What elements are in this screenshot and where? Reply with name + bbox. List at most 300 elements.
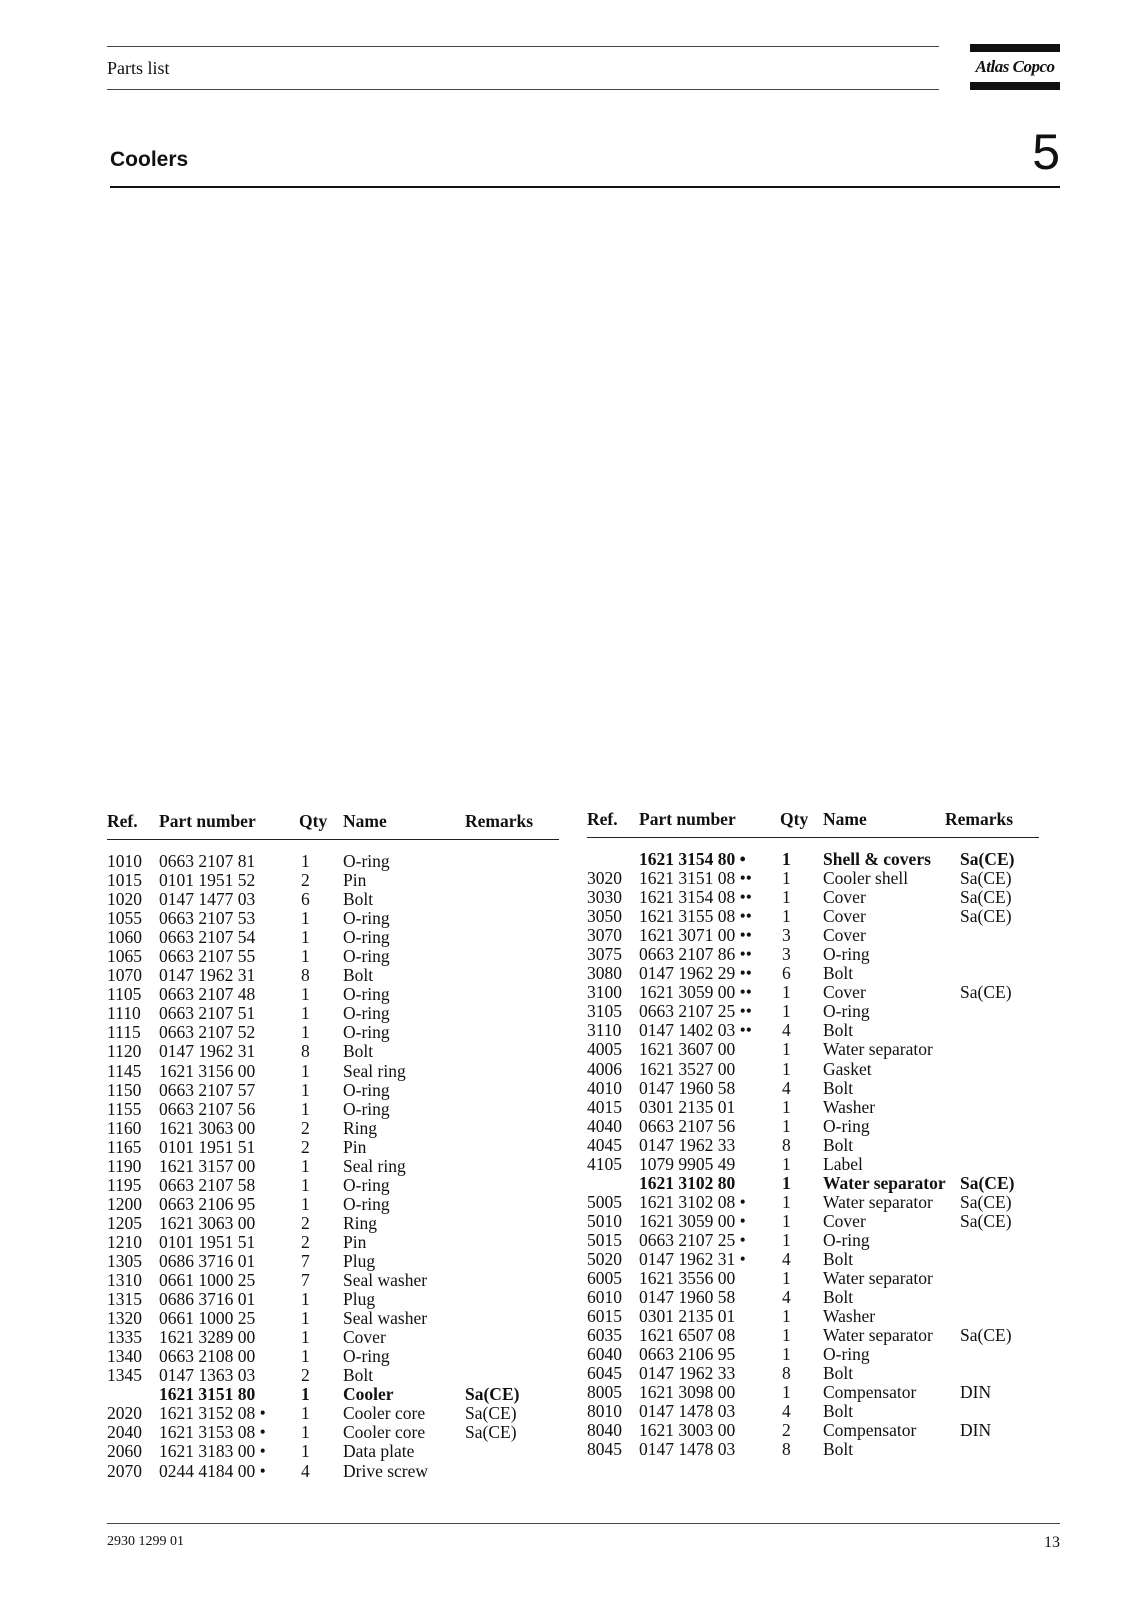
- cell-part-number: 0663 2107 51: [159, 1003, 256, 1024]
- cell-qty: 1: [301, 1003, 310, 1024]
- cell-part-number: 1621 3151 80: [159, 1384, 256, 1405]
- cell-qty: 1: [782, 1115, 791, 1136]
- cell-ref: 8045: [587, 1439, 622, 1460]
- cell-name: Cover: [823, 982, 866, 1003]
- cell-name: Bolt: [823, 1077, 854, 1098]
- cell-name: Seal washer: [343, 1270, 428, 1291]
- table-row: [587, 1440, 1039, 1459]
- cell-part-number: 1621 3607 00: [639, 1039, 736, 1060]
- col-remarks-header: Remarks: [945, 809, 1014, 829]
- cell-ref: 3050: [587, 906, 622, 927]
- cell-ref: 1335: [107, 1327, 142, 1348]
- cell-name: Compensator: [823, 1420, 917, 1441]
- cell-qty: 1: [782, 1306, 791, 1327]
- cell-name: Bolt: [823, 963, 854, 984]
- cell-remarks: DIN: [960, 1382, 992, 1403]
- cell-ref: 1120: [107, 1041, 142, 1062]
- cell-name: Bolt: [823, 1363, 854, 1384]
- cell-ref: 3110: [587, 1020, 622, 1041]
- cell-qty: 1: [301, 1346, 310, 1367]
- cell-name: O-ring: [343, 1193, 390, 1214]
- table-row: [107, 1176, 559, 1195]
- section-number: 5: [1032, 124, 1060, 180]
- cell-name: Bolt: [343, 965, 374, 986]
- document-number: 2930 1299 01: [107, 1534, 184, 1549]
- cell-name: Bolt: [343, 1041, 374, 1062]
- cell-name: Bolt: [823, 1401, 854, 1422]
- cell-name: Plug: [343, 1250, 376, 1271]
- cell-qty: 1: [782, 1001, 791, 1022]
- cell-part-number: 1621 3102 80: [639, 1172, 736, 1193]
- table-header: [587, 809, 1039, 838]
- cell-remarks: Sa(CE): [465, 1403, 517, 1424]
- cell-qty: 1: [301, 908, 310, 929]
- cell-ref: 8040: [587, 1420, 622, 1441]
- cell-part-number: 0663 2107 25 ••: [639, 1001, 752, 1022]
- cell-part-number: 0663 2107 56: [159, 1098, 256, 1119]
- cell-part-number: 1621 3527 00: [639, 1058, 736, 1079]
- table-row: [107, 909, 559, 928]
- table-row: [107, 871, 559, 890]
- cell-name: Cover: [823, 887, 866, 908]
- cell-part-number: 1621 3153 08 •: [159, 1422, 266, 1443]
- cell-ref: 1020: [107, 889, 142, 910]
- cell-name: Bolt: [823, 1020, 854, 1041]
- cell-ref: 3020: [587, 868, 622, 889]
- table-row: [587, 1307, 1039, 1326]
- table-row: [107, 1195, 559, 1214]
- table-row: [107, 1462, 559, 1481]
- cell-part-number: 0101 1951 52: [159, 870, 256, 891]
- cell-part-number: 1621 3157 00: [159, 1155, 256, 1176]
- cell-part-number: 0663 2106 95: [159, 1193, 256, 1214]
- cell-qty: 4: [782, 1077, 791, 1098]
- cell-qty: 4: [782, 1020, 791, 1041]
- cell-part-number: 0661 1000 25: [159, 1308, 256, 1329]
- col-qty-header: Qty: [299, 811, 328, 831]
- table-row: [587, 907, 1039, 926]
- cell-name: Bolt: [823, 1439, 854, 1460]
- table-row: [107, 1347, 559, 1366]
- cell-part-number: 0147 1962 31: [159, 965, 256, 986]
- cell-ref: 1210: [107, 1231, 142, 1252]
- cell-part-number: 1621 3059 00 ••: [639, 982, 752, 1003]
- cell-ref: 5005: [587, 1191, 622, 1212]
- table-row: [107, 1138, 559, 1157]
- cell-part-number: 0663 2107 54: [159, 927, 256, 948]
- table-row: [107, 1366, 559, 1385]
- table-row: [587, 1002, 1039, 1021]
- cell-ref: 5015: [587, 1229, 622, 1250]
- table-row: [107, 1004, 559, 1023]
- cell-part-number: 0147 1478 03: [639, 1401, 736, 1422]
- cell-ref: 1145: [107, 1060, 142, 1081]
- header-top-rule: [107, 46, 939, 47]
- cell-qty: 1: [782, 1210, 791, 1231]
- cell-qty: 3: [782, 925, 791, 946]
- cell-part-number: 0244 4184 00 •: [159, 1460, 266, 1481]
- cell-name: Bolt: [343, 1365, 374, 1386]
- table-row: [107, 1233, 559, 1252]
- table-row: [107, 1062, 559, 1081]
- cell-qty: 1: [782, 1096, 791, 1117]
- cell-qty: 7: [301, 1270, 310, 1291]
- col-part-header: Part number: [639, 809, 736, 829]
- col-remarks-header: Remarks: [465, 811, 534, 831]
- cell-qty: 1: [782, 1268, 791, 1289]
- table-row: [587, 1250, 1039, 1269]
- cell-name: Cover: [823, 925, 866, 946]
- table-row: [587, 945, 1039, 964]
- cell-qty: 1: [301, 984, 310, 1005]
- cell-ref: 1060: [107, 927, 142, 948]
- cell-part-number: 0147 1962 33: [639, 1363, 736, 1384]
- cell-name: O-ring: [343, 1346, 390, 1367]
- cell-part-number: 0686 3716 01: [159, 1289, 256, 1310]
- cell-part-number: 1621 3155 08 ••: [639, 906, 752, 927]
- cell-ref: 1190: [107, 1155, 142, 1176]
- cell-name: Ring: [343, 1117, 378, 1138]
- cell-ref: 1155: [107, 1098, 142, 1119]
- cell-part-number: 1621 3071 00 ••: [639, 925, 752, 946]
- cell-ref: 1310: [107, 1270, 142, 1291]
- cell-remarks: Sa(CE): [960, 849, 1015, 869]
- cell-part-number: 1621 3183 00 •: [159, 1441, 266, 1462]
- cell-ref: 1150: [107, 1079, 142, 1100]
- cell-name: O-ring: [823, 1229, 870, 1250]
- cell-ref: 1305: [107, 1250, 142, 1271]
- cell-part-number: 0147 1477 03: [159, 889, 256, 910]
- cell-qty: 1: [301, 1422, 310, 1443]
- cell-qty: 1: [301, 946, 310, 967]
- cell-ref: 1315: [107, 1289, 142, 1310]
- cell-ref: 1055: [107, 908, 142, 929]
- cell-part-number: 0147 1962 31 •: [639, 1248, 746, 1269]
- cell-qty: 8: [782, 1439, 791, 1460]
- parts-table-left: [107, 811, 559, 1481]
- cell-ref: 1200: [107, 1193, 142, 1214]
- cell-qty: 1: [782, 1191, 791, 1212]
- cell-part-number: 0661 1000 25: [159, 1270, 256, 1291]
- table-row: [587, 1345, 1039, 1364]
- cell-part-number: 1621 3154 08 ••: [639, 887, 752, 908]
- table-row: [107, 1157, 559, 1176]
- cell-name: Pin: [343, 1231, 367, 1252]
- cell-name: O-ring: [343, 851, 390, 871]
- table-row: [587, 1193, 1039, 1212]
- table-row: [587, 1155, 1039, 1174]
- cell-name: O-ring: [343, 1079, 390, 1100]
- cell-qty: 1: [301, 1155, 310, 1176]
- cell-ref: 4006: [587, 1058, 622, 1079]
- cell-qty: 8: [301, 1041, 310, 1062]
- cell-qty: 2: [301, 1212, 310, 1233]
- cell-qty: 1: [782, 1058, 791, 1079]
- table-row: [587, 1098, 1039, 1117]
- table-body: [587, 850, 1039, 1460]
- cell-qty: 6: [301, 889, 310, 910]
- cell-ref: 1205: [107, 1212, 142, 1233]
- cell-remarks: Sa(CE): [960, 1172, 1015, 1193]
- logo-bottom-bar: [970, 82, 1060, 90]
- table-row: [587, 1326, 1039, 1345]
- section-title: Coolers: [110, 148, 189, 171]
- cell-ref: 1320: [107, 1308, 142, 1329]
- cell-qty: 1: [301, 1193, 310, 1214]
- cell-qty: 1: [782, 1382, 791, 1403]
- table-row: [587, 888, 1039, 907]
- cell-part-number: 0301 2135 01: [639, 1306, 736, 1327]
- cell-part-number: 0147 1402 03 ••: [639, 1020, 752, 1041]
- table-row: [107, 1023, 559, 1042]
- cell-qty: 1: [782, 1229, 791, 1250]
- cell-name: Water separator: [823, 1172, 946, 1193]
- cell-name: Compensator: [823, 1382, 917, 1403]
- cell-ref: 6035: [587, 1325, 622, 1346]
- cell-qty: 2: [301, 1365, 310, 1386]
- col-ref-header: Ref.: [587, 809, 618, 829]
- table-row: [587, 1079, 1039, 1098]
- cell-name: Water separator: [823, 1039, 933, 1060]
- cell-qty: 1: [782, 906, 791, 927]
- table-row: [587, 1117, 1039, 1136]
- cell-part-number: 1621 3063 00: [159, 1212, 256, 1233]
- cell-name: O-ring: [823, 944, 870, 965]
- page-number: 13: [1044, 1534, 1060, 1551]
- cell-part-number: 1621 3151 08 ••: [639, 868, 752, 889]
- col-name-header: Name: [823, 809, 867, 829]
- cell-ref: 6015: [587, 1306, 622, 1327]
- cell-ref: 1115: [107, 1022, 141, 1043]
- cell-part-number: 0147 1962 31: [159, 1041, 256, 1062]
- cell-ref: 8005: [587, 1382, 622, 1403]
- cell-qty: 1: [301, 1403, 310, 1424]
- cell-part-number: 0147 1960 58: [639, 1077, 736, 1098]
- cell-name: O-ring: [823, 1344, 870, 1365]
- cell-ref: 4045: [587, 1134, 622, 1155]
- cell-name: Shell & covers: [823, 849, 931, 869]
- cell-remarks: Sa(CE): [960, 887, 1012, 908]
- cell-ref: 3075: [587, 944, 622, 965]
- table-row: [107, 1309, 559, 1328]
- table-row: [107, 1385, 559, 1404]
- cell-name: Water separator: [823, 1268, 933, 1289]
- table-header: [107, 811, 559, 840]
- table-row: [587, 1421, 1039, 1440]
- cell-name: Seal ring: [343, 1155, 406, 1176]
- table-row: [107, 1328, 559, 1347]
- cell-part-number: 0663 2107 56: [639, 1115, 736, 1136]
- cell-name: Data plate: [343, 1441, 415, 1462]
- cell-part-number: 1621 3152 08 •: [159, 1403, 266, 1424]
- cell-qty: 2: [782, 1420, 791, 1441]
- cell-part-number: 0301 2135 01: [639, 1096, 736, 1117]
- cell-ref: 1065: [107, 946, 142, 967]
- cell-remarks: Sa(CE): [465, 1422, 517, 1443]
- cell-part-number: 1621 3059 00 •: [639, 1210, 746, 1231]
- table-row: [587, 1269, 1039, 1288]
- cell-ref: 3100: [587, 982, 622, 1003]
- table-row: [587, 1212, 1039, 1231]
- col-name-header: Name: [343, 811, 387, 831]
- cell-part-number: 1621 3102 08 •: [639, 1191, 746, 1212]
- cell-remarks: Sa(CE): [465, 1384, 520, 1405]
- cell-remarks: DIN: [960, 1420, 992, 1441]
- cell-qty: 1: [782, 868, 791, 889]
- cell-name: O-ring: [823, 1001, 870, 1022]
- cell-ref: 1010: [107, 851, 142, 871]
- cell-ref: 1340: [107, 1346, 142, 1367]
- table-row: [107, 985, 559, 1004]
- cell-part-number: 0686 3716 01: [159, 1250, 256, 1271]
- cell-remarks: Sa(CE): [960, 982, 1012, 1003]
- cell-name: Gasket: [823, 1058, 872, 1079]
- cell-part-number: 1621 3063 00: [159, 1117, 256, 1138]
- table-row: [587, 983, 1039, 1002]
- table-row: [107, 1271, 559, 1290]
- cell-qty: 8: [301, 965, 310, 986]
- cell-ref: 4015: [587, 1096, 622, 1117]
- cell-ref: 3030: [587, 887, 622, 908]
- table-row: [587, 1021, 1039, 1040]
- table-row: [587, 1402, 1039, 1421]
- cell-qty: 1: [782, 887, 791, 908]
- table-row: [107, 1214, 559, 1233]
- cell-qty: 2: [301, 870, 310, 891]
- cell-qty: 1: [782, 982, 791, 1003]
- cell-name: Seal ring: [343, 1060, 406, 1081]
- cell-ref: 8010: [587, 1401, 622, 1422]
- table-row: [107, 1442, 559, 1461]
- cell-name: O-ring: [343, 984, 390, 1005]
- cell-qty: 4: [782, 1248, 791, 1269]
- cell-ref: 6005: [587, 1268, 622, 1289]
- cell-ref: 1345: [107, 1365, 142, 1386]
- cell-qty: 1: [301, 1098, 310, 1119]
- cell-qty: 1: [782, 1153, 791, 1174]
- cell-qty: 1: [301, 1308, 310, 1329]
- col-ref-header: Ref.: [107, 811, 138, 831]
- cell-ref: 1070: [107, 965, 142, 986]
- table-row: [107, 966, 559, 985]
- cell-ref: 1105: [107, 984, 142, 1005]
- cell-qty: 1: [301, 1174, 310, 1195]
- cell-ref: 1160: [107, 1117, 142, 1138]
- cell-ref: 2020: [107, 1403, 142, 1424]
- cell-name: O-ring: [823, 1115, 870, 1136]
- cell-part-number: 1621 3556 00: [639, 1268, 736, 1289]
- table-row: [587, 1136, 1039, 1155]
- cell-name: O-ring: [343, 1174, 390, 1195]
- cell-qty: 1: [301, 1289, 310, 1310]
- cell-part-number: 0663 2107 58: [159, 1174, 256, 1195]
- atlas-copco-logo: [970, 44, 1060, 90]
- cell-part-number: 0147 1962 29 ••: [639, 963, 752, 984]
- table-row: [587, 1060, 1039, 1079]
- cell-qty: 1: [782, 1172, 791, 1193]
- table-row: [587, 869, 1039, 888]
- cell-qty: 1: [301, 1022, 310, 1043]
- cell-name: Plug: [343, 1289, 376, 1310]
- table-row: [107, 1081, 559, 1100]
- cell-remarks: Sa(CE): [960, 1325, 1012, 1346]
- header-bottom-rule: [107, 89, 939, 90]
- cell-remarks: Sa(CE): [960, 868, 1012, 889]
- cell-part-number: 0101 1951 51: [159, 1231, 256, 1252]
- cell-name: Pin: [343, 870, 367, 891]
- logo-top-bar: [970, 44, 1060, 52]
- cell-qty: 1: [782, 1325, 791, 1346]
- cell-qty: 1: [301, 1384, 310, 1405]
- cell-name: Water separator: [823, 1191, 933, 1212]
- table-row: [587, 964, 1039, 983]
- cell-remarks: Sa(CE): [960, 1191, 1012, 1212]
- cell-name: Cover: [823, 906, 866, 927]
- table-row: [107, 1100, 559, 1119]
- parts-table-right: [587, 809, 1039, 1460]
- cell-part-number: 0663 2107 57: [159, 1079, 256, 1100]
- cell-qty: 8: [782, 1134, 791, 1155]
- cell-name: Washer: [823, 1306, 876, 1327]
- cell-name: Cooler: [343, 1384, 394, 1405]
- cell-ref: 6045: [587, 1363, 622, 1384]
- cell-part-number: 0147 1363 03: [159, 1365, 256, 1386]
- cell-qty: 1: [301, 851, 310, 871]
- cell-qty: 1: [301, 927, 310, 948]
- cell-name: Cooler core: [343, 1403, 426, 1424]
- cell-name: Cooler core: [343, 1422, 426, 1443]
- cell-qty: 4: [301, 1460, 310, 1481]
- footer-rule: [107, 1523, 1060, 1524]
- cell-name: Bolt: [343, 889, 374, 910]
- cell-remarks: Sa(CE): [960, 906, 1012, 927]
- table-row: [107, 947, 559, 966]
- cell-name: Bolt: [823, 1134, 854, 1155]
- table-row: [107, 1119, 559, 1138]
- cell-part-number: 0101 1951 51: [159, 1136, 256, 1157]
- cell-part-number: 0663 2108 00: [159, 1346, 256, 1367]
- cell-name: Cover: [823, 1210, 866, 1231]
- cell-part-number: 0663 2107 53: [159, 908, 256, 929]
- table-row: [587, 850, 1039, 869]
- table-row: [587, 1231, 1039, 1250]
- cell-qty: 4: [782, 1287, 791, 1308]
- cell-name: Water separator: [823, 1325, 933, 1346]
- cell-name: Seal washer: [343, 1308, 428, 1329]
- col-part-header: Part number: [159, 811, 256, 831]
- cell-ref: 4005: [587, 1039, 622, 1060]
- col-qty-header: Qty: [780, 809, 809, 829]
- table-row: [107, 1252, 559, 1271]
- cell-qty: 1: [301, 1079, 310, 1100]
- cell-ref: 2060: [107, 1441, 142, 1462]
- cell-ref: 4105: [587, 1153, 622, 1174]
- cell-part-number: 1621 3156 00: [159, 1060, 256, 1081]
- cell-ref: 1110: [107, 1003, 141, 1024]
- table-row: [107, 852, 559, 871]
- cell-name: Ring: [343, 1212, 378, 1233]
- cell-qty: 8: [782, 1363, 791, 1384]
- cell-name: Label: [823, 1153, 863, 1174]
- cell-remarks: Sa(CE): [960, 1210, 1012, 1231]
- cell-ref: 1165: [107, 1136, 142, 1157]
- cell-part-number: 1621 3003 00: [639, 1420, 736, 1441]
- cell-ref: 1015: [107, 870, 142, 891]
- cell-name: Drive screw: [343, 1460, 429, 1481]
- cell-ref: 3105: [587, 1001, 622, 1022]
- cell-part-number: 1621 6507 08: [639, 1325, 736, 1346]
- cell-name: Cooler shell: [823, 868, 909, 889]
